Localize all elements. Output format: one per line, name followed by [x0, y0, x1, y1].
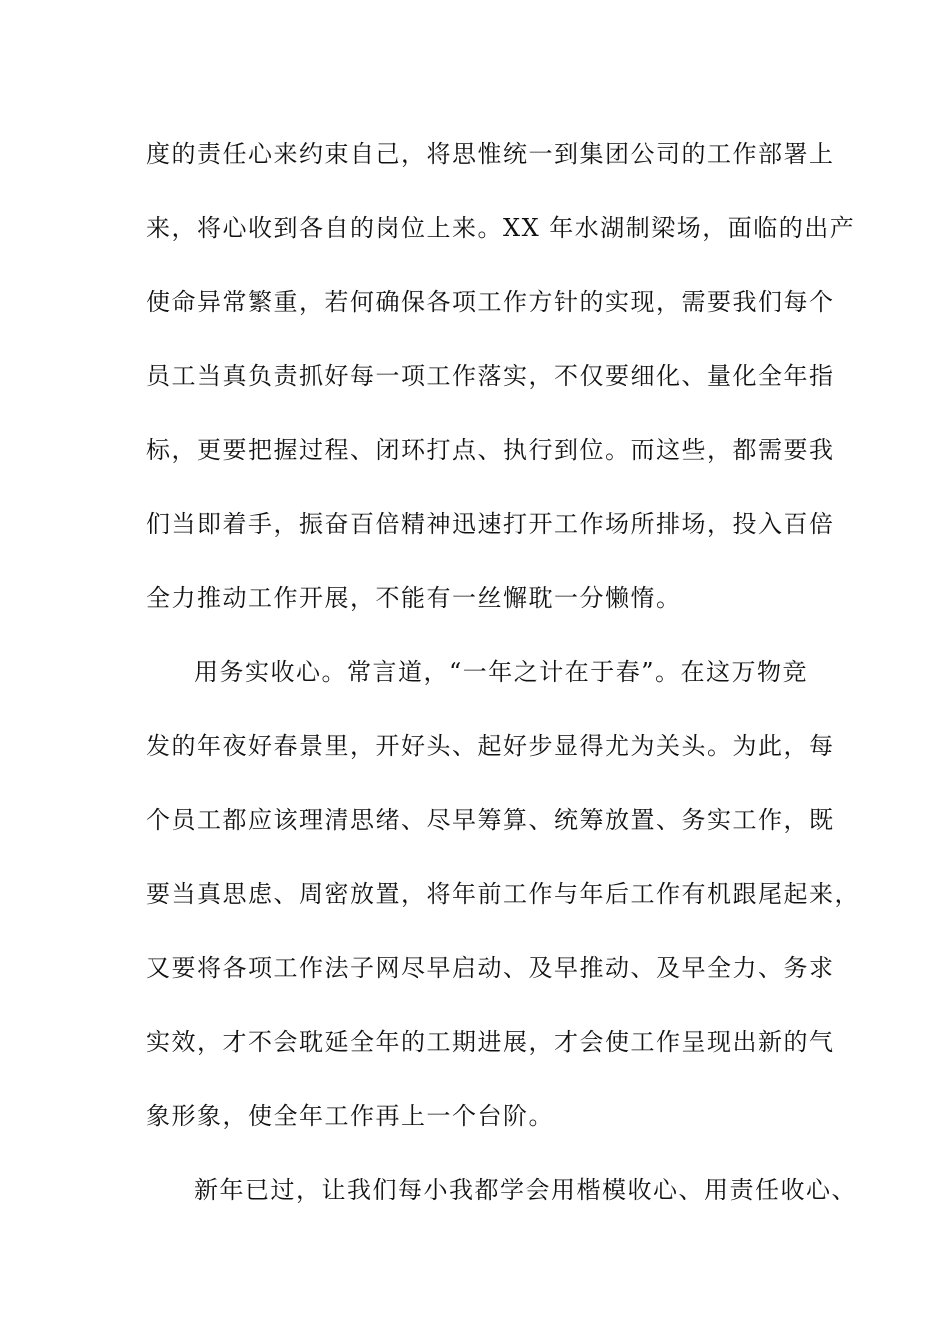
text-line: 象形象，使全年工作再上一个台阶。: [146, 1102, 554, 1130]
text-line: 又要将各项工作法子网尽早启动、及早推动、及早全力、务求: [146, 954, 835, 982]
text-line: 来，将心收到各自的岗位上来。XX 年水湖制梁场，面临的出产: [146, 214, 856, 242]
text-line: 标，更要把握过程、闭环打点、执行到位。而这些，都需要我: [146, 436, 835, 464]
text-line: 个员工都应该理清思绪、尽早筹算、统筹放置、务实工作，既: [146, 806, 835, 834]
paragraph-3: [146, 1164, 857, 1238]
text-line: 实效，才不会耽延全年的工期进展，才会使工作呈现出新的气: [146, 1028, 835, 1056]
text-line: 要当真思虑、周密放置，将年前工作与年后工作有机跟尾起来，: [146, 880, 860, 908]
text-line: 发的年夜好春景里，开好头、起好步显得尤为关头。为此，每: [146, 732, 835, 760]
text-line: 用务实收心。常言道，“一年之计在于春”。在这万物竞: [194, 658, 809, 686]
text-line: 使命异常繁重，若何确保各项工作方针的实现，需要我们每个: [146, 288, 835, 316]
paragraph-1: [146, 128, 856, 646]
paragraph-2: [146, 646, 860, 1164]
text-line: 员工当真负责抓好每一项工作落实，不仅要细化、量化全年指: [146, 362, 835, 390]
text-line: 们当即着手，振奋百倍精神迅速打开工作场所排场，投入百倍: [146, 510, 835, 538]
text-line: 度的责任心来约束自己，将思惟统一到集团公司的工作部署上: [146, 140, 835, 168]
document-body: [146, 128, 860, 1238]
text-line: 新年已过，让我们每小我都学会用楷模收心、用责任收心、: [194, 1176, 857, 1204]
text-line: 全力推动工作开展，不能有一丝懈耽一分懒惰。: [146, 584, 682, 612]
